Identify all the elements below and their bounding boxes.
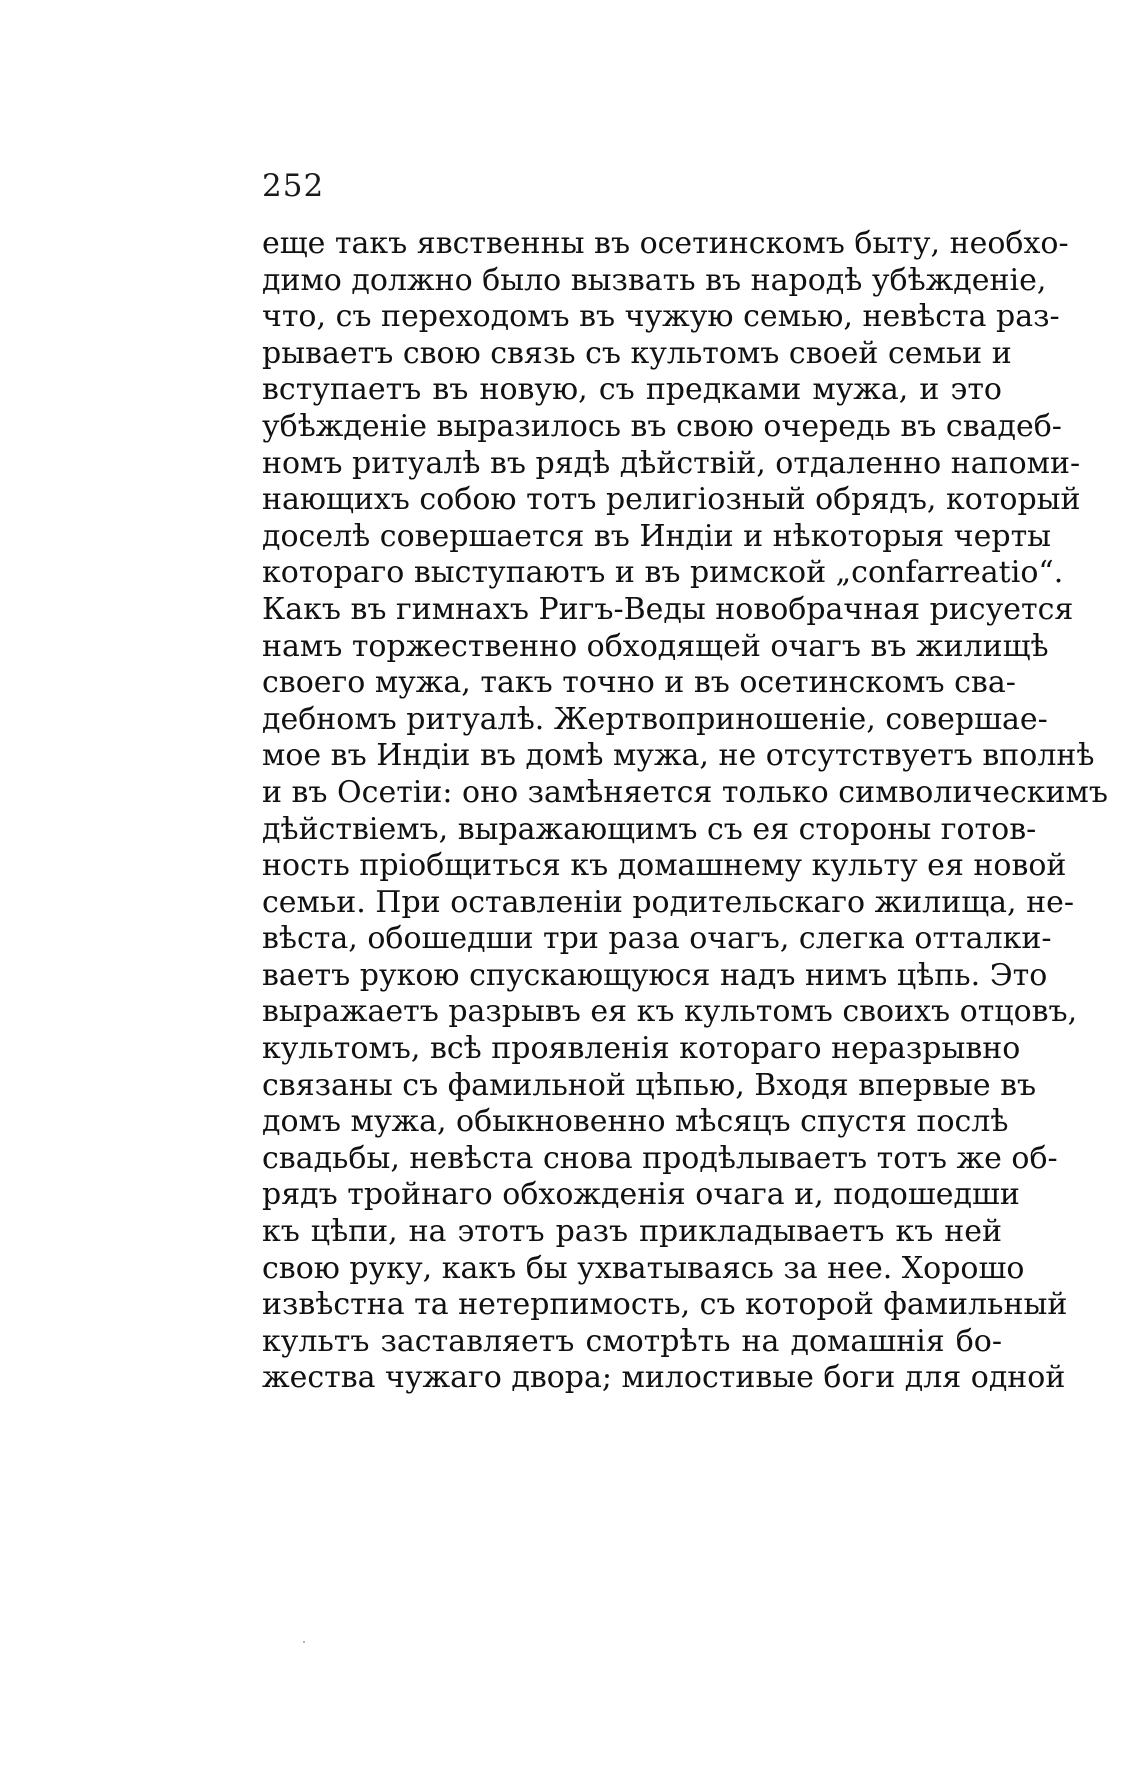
- text-line: свою руку, какъ бы ухватываясь за нее. Хорошо: [262, 1250, 1025, 1286]
- text-line: котораго выступаютъ и въ римской „confarreatio“.: [262, 555, 1064, 591]
- text-line: вступаетъ въ новую, съ предками мужа, и это: [262, 372, 1002, 408]
- body-text: [262, 226, 1108, 1397]
- text-line: семьи. При оставленіи родительскаго жилища, не-: [262, 884, 1074, 920]
- text-line: Какъ въ гимнахъ Ригъ-Веды новобрачная рисуется: [262, 591, 1074, 627]
- text-line: рываетъ свою связь съ культомъ своей семьи и: [262, 335, 1012, 371]
- text-line: выражаетъ разрывъ ея къ культомъ своихъ отцовъ,: [262, 994, 1078, 1030]
- text-line: свадьбы, невѣста снова продѣлываетъ тотъ же об-: [262, 1140, 1058, 1176]
- text-line: извѣстна та нетерпимость, съ которой фамильный: [262, 1287, 1068, 1323]
- text-line: ность пріобщиться къ домашнему культу ея новой: [262, 848, 1067, 884]
- scan-speck: [303, 1641, 305, 1643]
- page-number: 252: [262, 168, 325, 204]
- text-line: еще такъ явственны въ осетинскомъ быту, необхо-: [262, 226, 1069, 261]
- text-line: мое въ Индіи въ домѣ мужа, не отсутствуетъ вполнѣ: [262, 738, 1095, 774]
- text-line: и въ Осетіи: оно замѣняется только символическимъ: [262, 774, 1108, 810]
- text-line: культъ заставляетъ смотрѣть на домашнія бо-: [262, 1323, 1002, 1359]
- text-line: рядъ тройнаго обхожденія очага и, подошедши: [262, 1177, 1020, 1213]
- text-line: номъ ритуалѣ въ рядѣ дѣйствій, отдаленно напоми-: [262, 445, 1081, 481]
- text-line: доселѣ совершается въ Индіи и нѣкоторыя черты: [262, 518, 1052, 554]
- text-line: связаны съ фамильной цѣпью, Входя впервые въ: [262, 1067, 1037, 1103]
- text-line: дебномъ ритуалѣ. Жертвоприношеніе, совершае-: [262, 701, 1048, 737]
- text-line: намъ торжественно обходящей очагъ въ жилищѣ: [262, 628, 1049, 664]
- text-line: культомъ, всѣ проявленія котораго неразрывно: [262, 1031, 1021, 1067]
- text-line: своего мужа, такъ точно и въ осетинскомъ сва-: [262, 665, 1016, 701]
- text-line: димо должно было вызвать въ народѣ убѣжденіе,: [262, 262, 1047, 298]
- text-line: жества чужаго двора; милостивые боги для одной: [262, 1360, 1066, 1396]
- text-line: дѣйствіемъ, выражающимъ съ ея стороны готов-: [262, 811, 1037, 847]
- text-line: убѣжденіе выразилось въ свою очередь въ свадеб-: [262, 408, 1062, 444]
- text-line: вѣста, обошедши три раза очагъ, слегка отталки-: [262, 921, 1052, 957]
- text-line: ваетъ рукою спускающуюся надъ нимъ цѣпь. Это: [262, 957, 1048, 993]
- text-line: нающихъ собою тотъ религіозный обрядъ, который: [262, 482, 1081, 518]
- text-line: что, съ переходомъ въ чужую семью, невѣста раз-: [262, 299, 1060, 335]
- text-line: домъ мужа, обыкновенно мѣсяцъ спустя послѣ: [262, 1104, 1009, 1140]
- text-line: къ цѣпи, на этотъ разъ прикладываетъ къ ней: [262, 1214, 1002, 1250]
